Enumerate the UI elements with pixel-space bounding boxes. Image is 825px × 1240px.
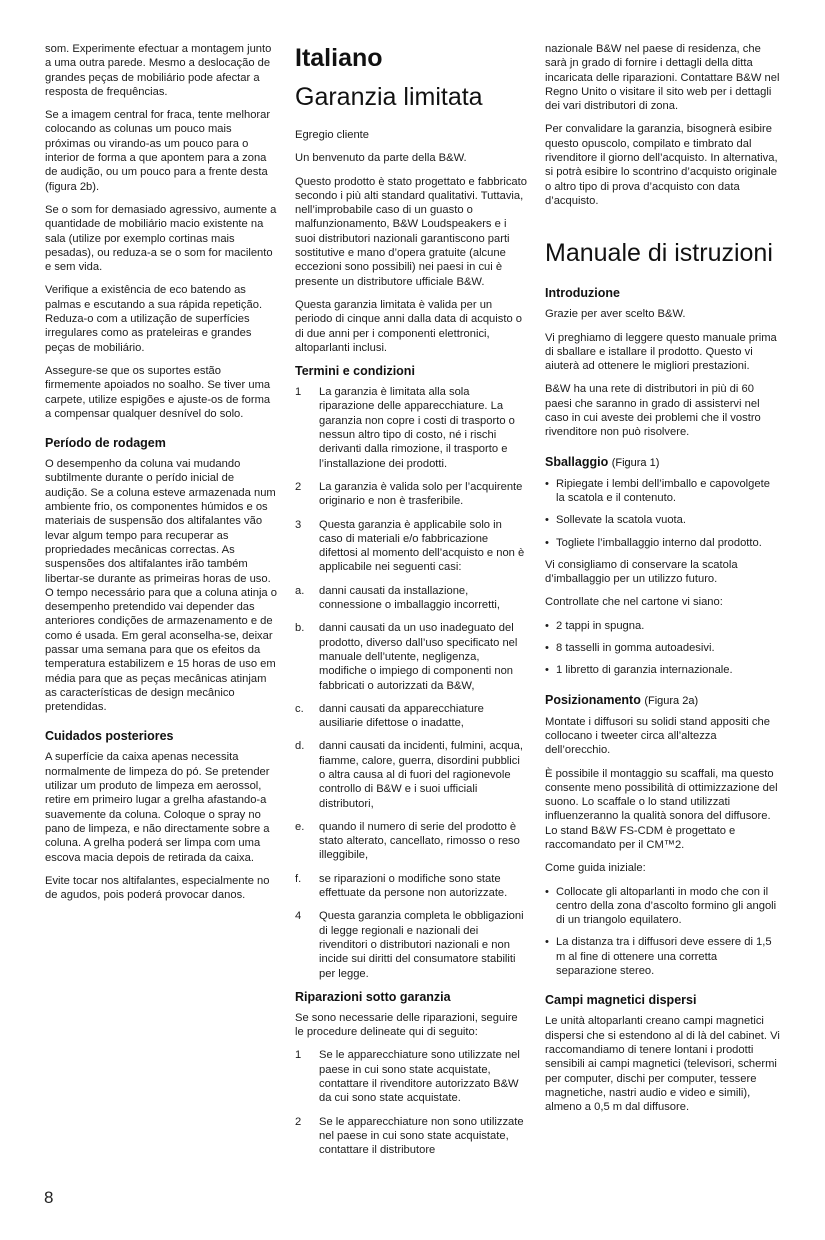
paragraph: Verifique a existência de eco batendo as palmas e escutando a sua rápida repetição. Reduza-o com a utilização de superfícies irregulares como as prateleiras e grandes peças de mobiliário. (45, 284, 263, 354)
list-item (295, 909, 527, 980)
heading-posizionamento-text: Posizionamento (545, 692, 641, 707)
list-item-text: danni causati da incidenti, fulmini, acqua, fiamme, calore, guerra, disordini pubblici o altra causa al di fuori del ragionevole controllo di B&W e i suoi ufficiali distributori, (319, 740, 523, 810)
list-item-text: se riparazioni o modifiche sono state effettuate da persone non autorizzate. (319, 872, 508, 900)
manual-title: Manuale di istruzioni (545, 239, 773, 268)
list-item (295, 1115, 527, 1158)
heading-sballaggio (545, 455, 780, 471)
list-item (295, 480, 527, 509)
list-item-text: quando il numero di serie del prodotto è stato alterato, cancellato, rimosso o reso illeggibile, (319, 820, 520, 862)
bullet-icon: • (545, 885, 549, 898)
termini-list (295, 385, 527, 981)
bullet-icon: • (545, 514, 549, 527)
list-item-number: e. (295, 820, 305, 833)
bullet-icon: • (545, 642, 549, 655)
heading-introduzione: Introduzione (545, 286, 620, 301)
bullet-item (545, 477, 780, 506)
bullet-text: Togliete l’imballaggio interno dal prodotto. (556, 536, 762, 549)
heading-riparazioni: Riparazioni sotto garanzia (295, 989, 451, 1004)
list-item-number: a. (295, 584, 305, 597)
list-item-text: Se le apparecchiature sono utilizzate nel paese in cui sono state acquistate, contattare il rivenditore autorizzato B&W da cui sono state acquistate. (319, 1049, 520, 1105)
figure-ref: (Figura 1) (611, 456, 660, 469)
list-item (295, 385, 527, 471)
bullet-text: 2 tappi in spugna. (556, 619, 645, 632)
paragraph: Per convalidare la garanzia, bisognerà esibire questo opuscolo, compilato e timbrato dal rivenditore il giorno dell’acquisto. In alternativa, si potrà esibire lo scontrino d’acquisto originale o altro tipo di prova d’acquisto con data d’acquisto. (545, 123, 778, 207)
list-item (295, 702, 527, 731)
list-item-number: 2 (295, 480, 302, 493)
column-garanzia (295, 42, 527, 1167)
heading-cuidados: Cuidados posteriores (45, 729, 174, 744)
paragraph: Grazie per aver scelto B&W. (545, 308, 686, 321)
figure-ref: (Figura 2a) (644, 694, 699, 707)
list-item (295, 584, 527, 613)
paragraph: Un benvenuto da parte della B&W. (295, 152, 467, 165)
heading-termini: Termini e condizioni (295, 364, 415, 379)
bullet-item (545, 663, 780, 677)
list-item-number: f. (295, 872, 302, 885)
paragraph: Vi preghiamo di leggere questo manuale prima di sballare e istallare il prodotto. Questo vi aiuterà ad ottenere le migliori prestazioni. (545, 331, 777, 373)
paragraph: È possibile il montaggio su scaffali, ma questo consente meno possibilità di ottimizzazione del suono. Lo scaffale o lo stand utilizzati influenzeranno la qualità sonora del diffusore. Lo stand B&W FS-CDM è progettato e raccomandato per il CM™2. (545, 767, 778, 851)
language-heading: Italiano (295, 44, 383, 72)
paragraph: Se sono necessarie delle riparazioni, seguire le procedure delineate qui di seguito: (295, 1011, 518, 1039)
paragraph: A superfície da caixa apenas necessita normalmente de limpeza do pó. Se pretender utilizar um produto de limpeza em aerossol, retire em primeiro lugar a grelha afastando-a suavemente da coluna. Coloque o spray no pano de limpeza, e não directamente sobre a coluna. A grelha poderá ser limpa com uma escova macia depois de retirada da caixa. (45, 751, 270, 864)
paragraph: Evite tocar nos altifalantes, especialmente no de agudos, pois poderá provocar danos. (45, 874, 270, 902)
list-item (295, 1048, 527, 1105)
heading-rodagem: Período de rodagem (45, 436, 166, 451)
paragraph: Vi consigliamo di conservare la scatola d’imballaggio per un utilizzo futuro. (545, 558, 738, 586)
list-item-text: danni causati da installazione, connessione o imballaggio incorretti, (319, 584, 500, 612)
paragraph: B&W ha una rete di distributori in più di 60 paesi che saranno in grado di assistervi nel caso in cui aveste dei problemi che il vostro rivenditore non può risolvere. (545, 383, 761, 439)
paragraph: Se a imagem central for fraca, tente melhorar colocando as colunas um pouco mais próximas ou virando-as um pouco para o interior de forma a que apontem para a zona de audição, ou um pouco para a frente desta (figura 2b). (45, 109, 271, 193)
sballaggio-list (545, 477, 780, 550)
list-item-text: Se le apparecchiature non sono utilizzate nel paese in cui sono state acquistate, contattare il distributore (319, 1115, 524, 1157)
column-portuguese (45, 42, 277, 911)
bullet-item (545, 935, 780, 978)
paragraph: Come guida iniziale: (545, 862, 646, 875)
list-item-number: d. (295, 740, 305, 753)
paragraph: Questo prodotto è stato progettato e fabbricato secondo i più alti standard qualitativi. Tuttavia, nell’improbabile caso di un guasto o malfunzionamento, B&W Loudspeakers e i suoi distributori nazionali garantiscono parti sostitutive e mano d’opera gratuite (alcune eccezioni sono possibili) nei paesi in cui è presente un distributore ufficiale B&W. (295, 175, 527, 288)
list-item-number: 4 (295, 910, 302, 923)
bullet-icon: • (545, 664, 549, 677)
list-item-text: danni causati da un uso inadeguato del prodotto, diverso dall’uso specificato nel manuale dell’utente, negligenza, modifiche o impiego di componenti non fabbricati o autorizzati da B&W, (319, 622, 518, 692)
list-item (295, 820, 527, 863)
bullet-item (545, 885, 780, 928)
posizionamento-list (545, 885, 780, 979)
list-item-text: Questa garanzia è applicabile solo in caso di materiali e/o fabbricazione difettosi al momento dell’acquisto e non è applicabile nei seguenti casi: (319, 518, 525, 574)
paragraph: Controllate che nel cartone vi siano: (545, 596, 723, 609)
bullet-icon: • (545, 936, 549, 949)
bullet-item (545, 641, 780, 655)
list-item (295, 872, 527, 901)
list-item (295, 739, 527, 810)
paragraph: Se o som for demasiado agressivo, aumente a quantidade de mobiliário macio existente na sala (utilize por exemplo cortinas mais pesadas), ou reduza-a se o som for macilento e sem vida. (45, 203, 277, 274)
list-item-number: 1 (295, 386, 302, 399)
list-item-number: 2 (295, 1115, 302, 1128)
paragraph: Questa garanzia limitata è valida per un periodo di cinque anni dalla data di acquisto o di due anni per i componenti elettronici, altoparlanti inclusi. (295, 298, 523, 354)
bullet-text: 8 tasselli in gomma autoadesivi. (556, 642, 715, 655)
paragraph: O desempenho da coluna vai mudando subtilmente durante o perído inicial de audição. Se a coluna esteve armazenada num ambiente frio, os componentes húmidos e os materiais de suspensão dos altifalantes vão levar algum tempo para recuperar as propriedades mecânicas correctas. As suspensões dos altifalantes irão também libertar-se durante as primeiras horas de uso. O tempo necessário para que a coluna atinja o desempenho pretendido vai depender das anteriores condições de armazenamento e de como é usada. Em geral aconselha-se, deixar passar uma semana para que os efeitos da temperatura estabilizem e 15 horas de uso em média para que as peças mecânicas atinjam as características de design mecânico pretendidas. (45, 458, 277, 714)
heading-sballaggio-text: Sballaggio (545, 454, 609, 469)
list-item-text: La garanzia è limitata alla sola riparazione delle apparecchiature. La garanzia non copre i costi di trasporto o nessun altro tipo di costo, né i rischi derivanti dalla rimozione, il trasporto e l’installazione dei prodotti. (319, 386, 515, 470)
bullet-item (545, 619, 780, 633)
bullet-item (545, 536, 780, 550)
list-item (295, 518, 527, 575)
bullet-text: Sollevate la scatola vuota. (556, 514, 686, 527)
bullet-icon: • (545, 619, 549, 632)
list-item-number: 1 (295, 1049, 302, 1062)
list-item-number: b. (295, 622, 305, 635)
paragraph: som. Experimente efectuar a montagem junto a uma outra parede. Mesmo a deslocação de grandes peças de mobiliário pode afectar a resposta de frequências. (45, 43, 272, 98)
list-item-number: 3 (295, 518, 302, 531)
bullet-item (545, 513, 780, 527)
list-item-text: danni causati da apparecchiature ausiliarie difettose o inadatte, (319, 702, 484, 730)
page-number: 8 (44, 1188, 54, 1207)
bullet-text: La distanza tra i diffusori deve essere di 1,5 m al fine di ottenere una corretta separazione stereo. (556, 936, 772, 978)
bullet-text: Ripiegate i lembi dell’imballo e capovolgete la scatola e il contenuto. (556, 477, 770, 504)
bullet-icon: • (545, 536, 549, 549)
bullet-icon: • (545, 477, 549, 490)
bullet-text: Collocate gli altoparlanti in modo che con il centro della zona d’ascolto formino gli angoli di un triangolo equilatero. (556, 885, 777, 927)
contents-list (545, 619, 780, 678)
list-item (295, 621, 527, 692)
heading-campi: Campi magnetici dispersi (545, 993, 697, 1008)
paragraph: Egregio cliente (295, 129, 370, 141)
bullet-text: 1 libretto di garanzia internazionale. (556, 664, 733, 677)
column-manuale (545, 42, 780, 1123)
list-item-text: Questa garanzia completa le obbligazioni di legge regionali e nazionali dei rivenditori o distributori nazionali e non incide sui diritti del consumatore stabiliti per legge. (319, 910, 524, 980)
list-item-text: La garanzia è valida solo per l’acquirente originario e non è trasferibile. (319, 480, 523, 508)
paragraph: Montate i diffusori su solidi stand appositi che collocano i tweeter circa all’altezza dell’orecchio. (545, 715, 770, 757)
list-item-number: c. (295, 702, 304, 715)
paragraph: Assegure-se que os suportes estão firmemente apoiados no soalho. Se tiver uma carpete, utilize espigões e ajuste-os de forma a compensar qualquer desnível do solo. (45, 364, 271, 420)
paragraph: Le unità altoparlanti creano campi magnetici dispersi che si estendono al di là del cabinet. Vi raccomandiamo di tenere lontani i prodotti sensibili ai campi magnetici (televisori, schermi per computer, dischi per computer, tessere magnetiche, nastri audio e video e simili), almeno a 0,5 m dal diffusore. (545, 1015, 780, 1114)
riparazioni-list (295, 1048, 527, 1157)
page-title: Garanzia limitata (295, 83, 483, 111)
heading-posizionamento (545, 693, 780, 709)
paragraph: nazionale B&W nel paese di residenza, che sarà jn grado di fornire i dettagli della ditta incaricata delle riparazioni. Contattare B&W nel Regno Unito o visitare il sito web per i dettagli dei vari distributori di zona. (545, 43, 780, 113)
